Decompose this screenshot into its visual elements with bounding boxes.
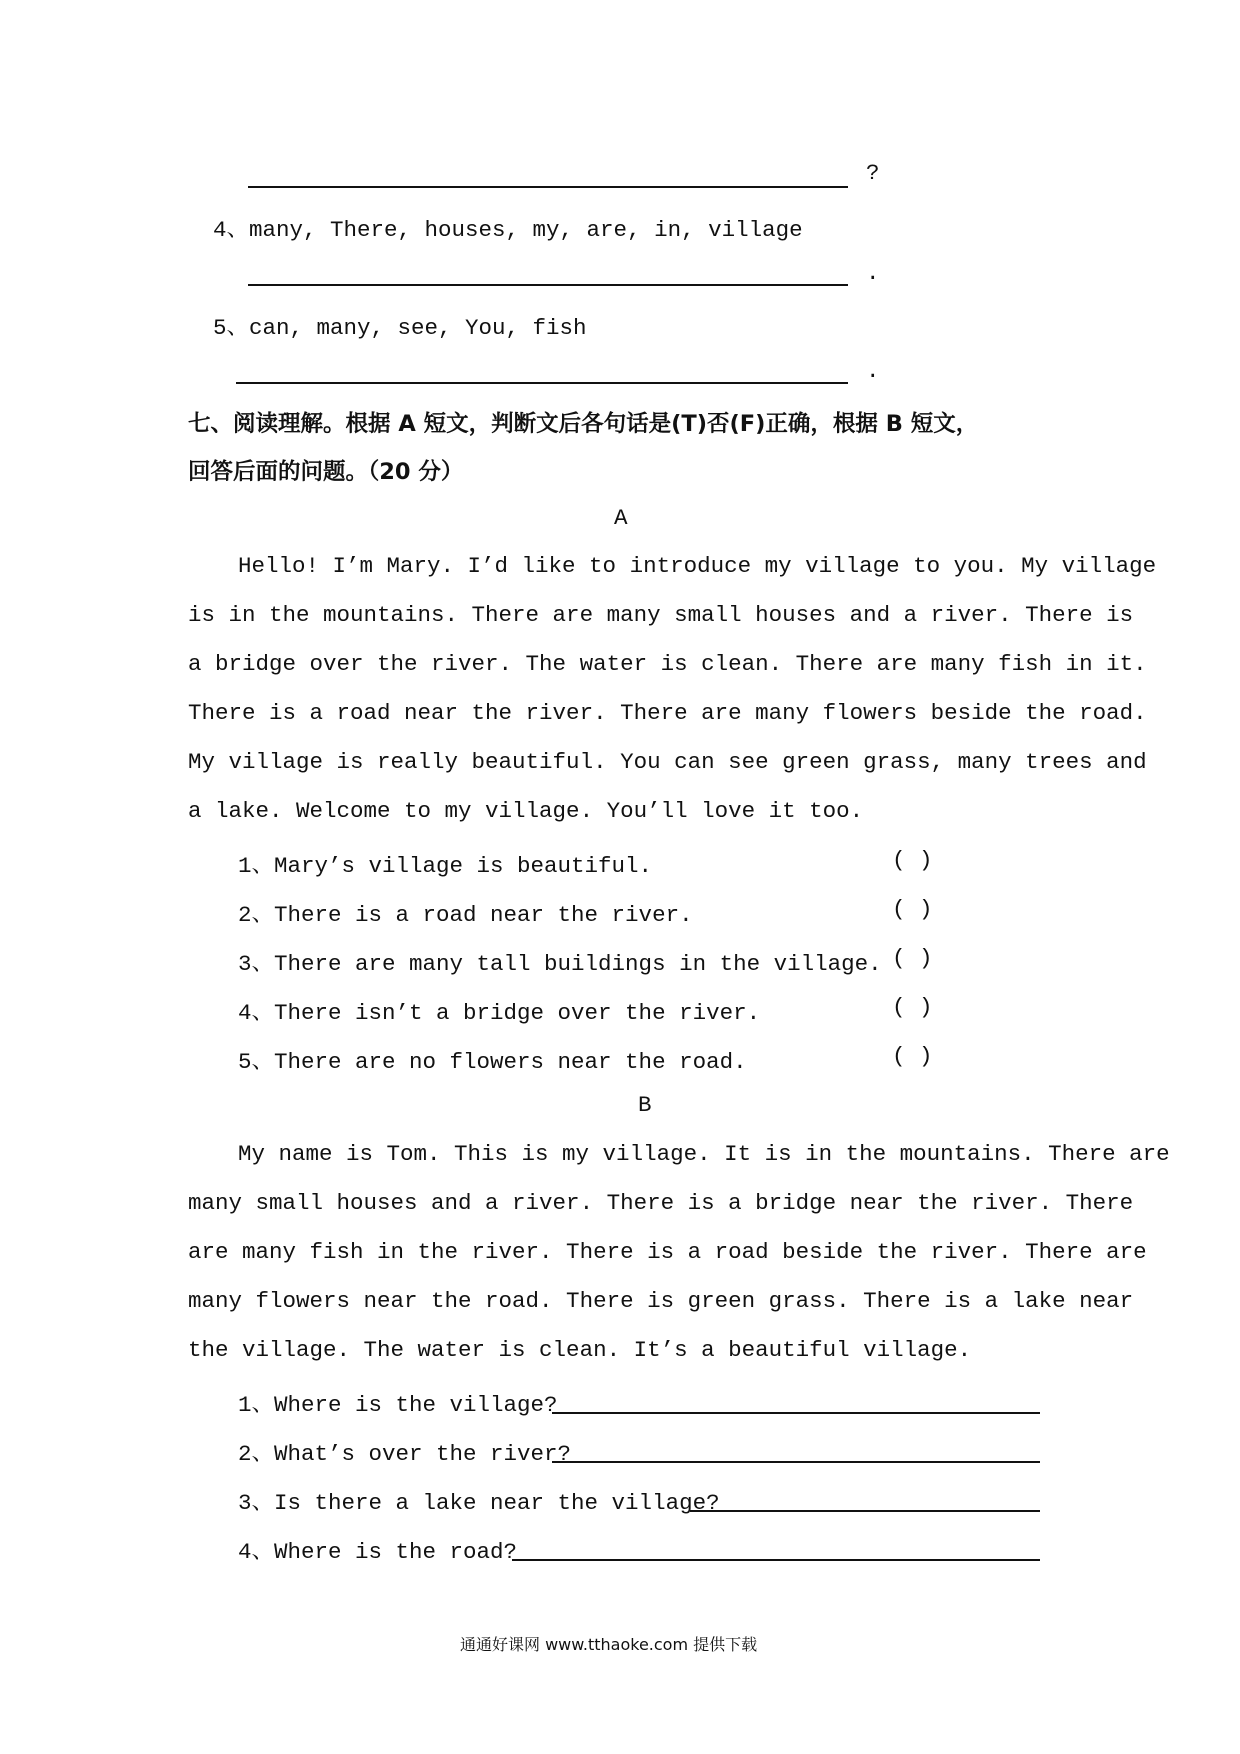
passage-b-line: many flowers near the road. There is green grass. There is a lake near — [188, 1288, 1134, 1314]
passage-b-line: My name is Tom. This is my village. It is in the mountains. There are — [238, 1141, 1170, 1167]
section7-heading-line2: 回答后面的问题。（20 分） — [188, 459, 464, 485]
passage-b-line: many small houses and a river. There is a bridge near the river. There — [188, 1190, 1134, 1216]
tf-answer-parens[interactable]: ( ) — [892, 1043, 933, 1069]
tf-answer-parens[interactable]: ( ) — [892, 847, 933, 873]
tf-answer-parens[interactable]: ( ) — [892, 896, 933, 922]
tf-question: 3、There are many tall buildings in the village. — [238, 951, 882, 977]
passage-a-line: a lake. Welcome to my village. You’ll love it too. — [188, 798, 864, 824]
passage-a-line: a bridge over the river. The water is clean. There are many fish in it. — [188, 651, 1147, 677]
tf-question: 4、There isn’t a bridge over the river. — [238, 1000, 761, 1026]
answer-line-q4[interactable] — [248, 284, 848, 286]
open-question: 2、What’s over the river? — [238, 1441, 572, 1467]
passage-a-line: Hello! I’m Mary. I’d like to introduce my village to you. My village — [238, 553, 1157, 579]
answer-line-q3[interactable] — [248, 186, 848, 188]
open-question: 3、Is there a lake near the village? — [238, 1490, 720, 1516]
q4-period: . — [866, 260, 880, 286]
q4-words: 4、many, There, houses, my, are, in, village — [213, 217, 803, 243]
section7-heading-line1: 七、阅读理解。根据 A 短文，判断文后各句话是(T)否(F)正确，根据 B 短文， — [188, 411, 979, 437]
tf-question: 2、There is a road near the river. — [238, 902, 693, 928]
passage-b-line: the village. The water is clean. It’s a beautiful village. — [188, 1337, 972, 1363]
open-question: 4、Where is the road? — [238, 1539, 518, 1565]
passage-a-line: My village is really beautiful. You can see green grass, many trees and — [188, 749, 1147, 775]
q3-question-mark: ? — [866, 160, 880, 186]
passage-b-line: are many fish in the river. There is a road beside the river. There are — [188, 1239, 1147, 1265]
passage-b-title: B — [638, 1092, 652, 1118]
page-footer: 通通好课网 www.tthaoke.com 提供下载 — [460, 1635, 758, 1654]
tf-question: 5、There are no flowers near the road. — [238, 1049, 747, 1075]
tf-question: 1、Mary’s village is beautiful. — [238, 853, 653, 879]
answer-line-b4[interactable] — [512, 1559, 1040, 1561]
tf-answer-parens[interactable]: ( ) — [892, 994, 933, 1020]
passage-a-line: There is a road near the river. There are many flowers beside the road. — [188, 700, 1147, 726]
passage-a-title: A — [614, 505, 628, 531]
answer-line-b3[interactable] — [690, 1510, 1040, 1512]
q5-words: 5、can, many, see, You, fish — [213, 315, 587, 341]
answer-line-q5[interactable] — [236, 382, 848, 384]
open-question: 1、Where is the village? — [238, 1392, 558, 1418]
passage-a-line: is in the mountains. There are many small houses and a river. There is — [188, 602, 1134, 628]
answer-line-b1[interactable] — [552, 1412, 1040, 1414]
tf-answer-parens[interactable]: ( ) — [892, 945, 933, 971]
answer-line-b2[interactable] — [552, 1461, 1040, 1463]
q5-period: . — [866, 358, 880, 384]
